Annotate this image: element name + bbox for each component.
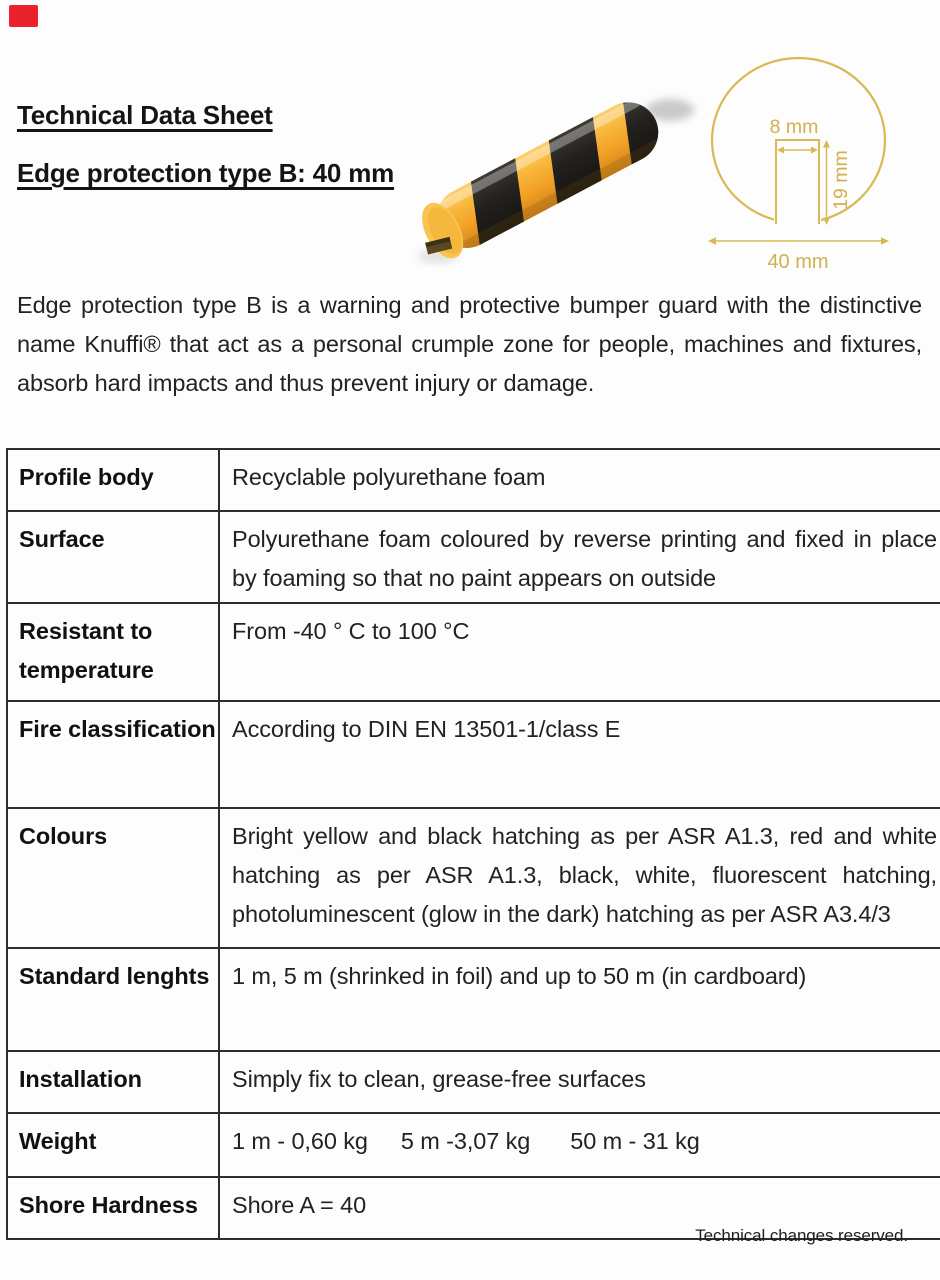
table-row (7, 1113, 940, 1177)
weight-5m: 5 m -3,07 kg (400, 1128, 531, 1154)
dim-label-8mm: 8 mm (769, 116, 819, 138)
page-subtitle: Edge protection type B: 40 mm (17, 158, 395, 188)
table-row (7, 1051, 940, 1113)
row-value: 1 m, 5 m (shrinked in foil) and up to 50 m (in cardboard) (219, 948, 940, 1051)
dim-label-19mm: 19 mm (830, 150, 852, 210)
dim-label-40mm: 40 mm (767, 251, 829, 273)
row-label: Colours (7, 808, 219, 948)
row-label: Fire classification (7, 701, 219, 808)
row-value: From -40 ° C to 100 °C (219, 603, 940, 701)
page-title: Technical Data Sheet (17, 100, 273, 130)
row-value: Shore A = 40 (219, 1177, 940, 1239)
table-row (7, 948, 940, 1051)
weight-1m: 1 m - 0,60 kg (232, 1128, 368, 1154)
product-photo (408, 68, 700, 268)
table-row (7, 701, 940, 808)
row-value: Simply fix to clean, grease-free surfaces (219, 1051, 940, 1113)
row-label: Surface (7, 511, 219, 603)
red-corner-marker (9, 5, 38, 27)
row-value: According to DIN EN 13501-1/class E (219, 701, 940, 808)
weight-50m: 50 m - 31 kg (570, 1128, 700, 1154)
row-value-weight (219, 1113, 940, 1177)
row-value: Bright yellow and black hatching as per ASR A1.3, red and white hatching as per ASR A1.3, black, white, fluorescent hatching, photoluminescent (glow in the dark) hatching as per ASR A3.4/3 (219, 808, 940, 948)
table-row (7, 449, 940, 511)
row-label: Shore Hardness (7, 1177, 219, 1239)
table-row (7, 808, 940, 948)
table-row (7, 603, 940, 701)
row-value: Recyclable polyurethane foam (219, 449, 940, 511)
row-label: Profile body (7, 449, 219, 511)
footer-note: Technical changes reserved. (695, 1226, 908, 1245)
intro-paragraph: Edge protection type B is a warning and protective bumper guard with the distinctive name Knuffi® that act as a personal crumple zone for people, machines and fixtures, absorb hard impacts and thus prevent injury or damage. (17, 292, 922, 396)
row-label: Installation (7, 1051, 219, 1113)
row-label: Resistant to temperature (7, 603, 219, 701)
spec-table (6, 448, 940, 1240)
profile-dimension-diagram (690, 40, 940, 280)
row-label: Standard lenghts (7, 948, 219, 1051)
row-label: Weight (7, 1113, 219, 1177)
table-row (7, 511, 940, 603)
row-value: Polyurethane foam coloured by reverse printing and fixed in place by foaming so that no paint appears on outside (219, 511, 940, 603)
